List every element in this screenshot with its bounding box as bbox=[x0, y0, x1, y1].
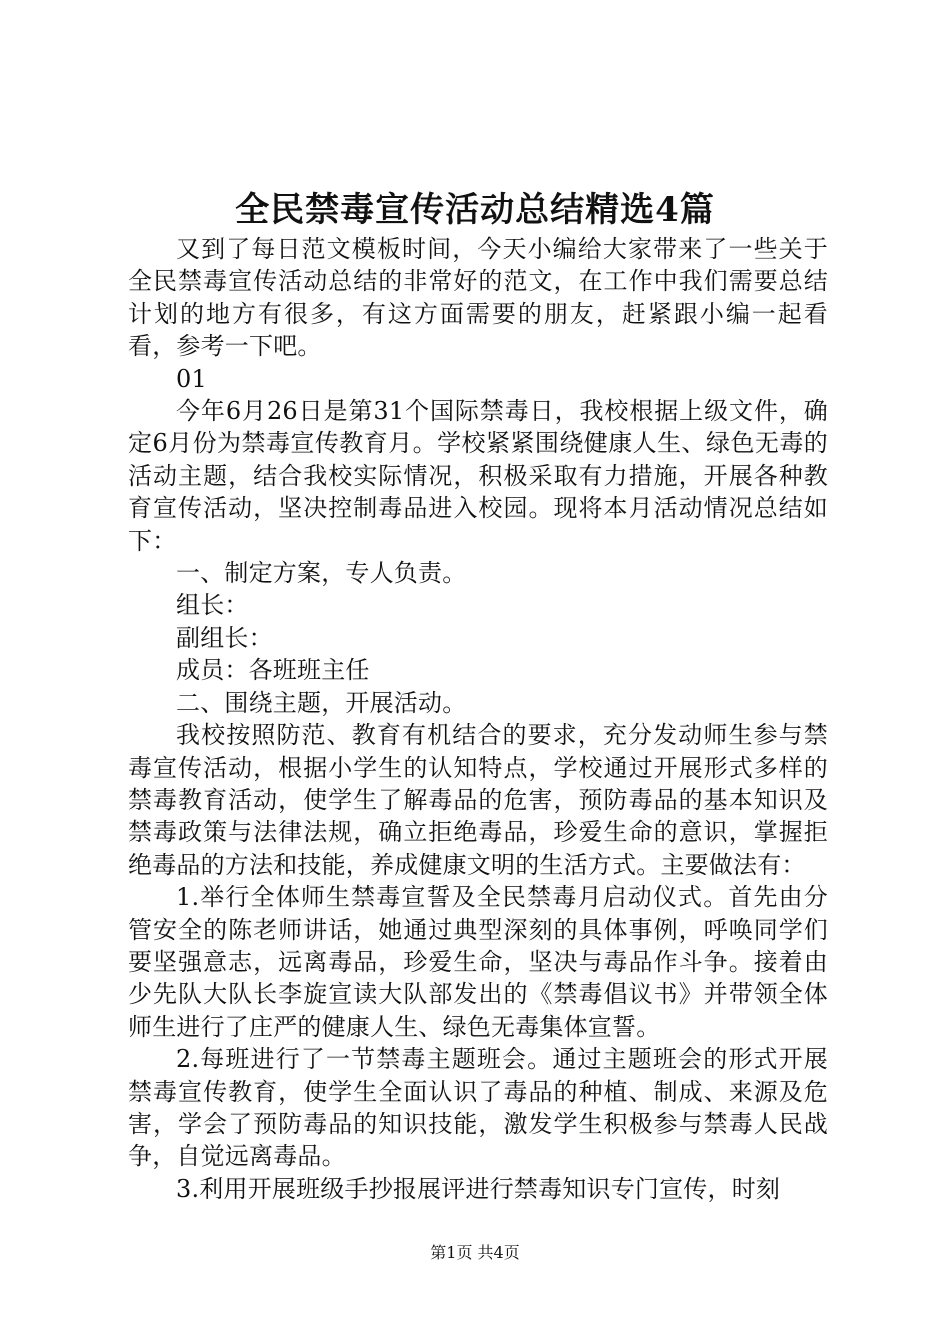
numbered-paragraph: 2.每班进行了一节禁毒主题班会。通过主题班会的形式开展禁毒宣传教育，使学生全面认识了毒品的种植、制成、来源及危害，学会了预防毒品的知识技能，激发学生积极参与禁毒人民战争，自觉远离毒品。 bbox=[128, 1045, 828, 1171]
numbered-paragraph: 3.利用开展班级手抄报展评进行禁毒知识专门宣传，时刻 bbox=[176, 1174, 781, 1203]
document-title: 全民禁毒宣传活动总结精选4篇 bbox=[235, 190, 715, 230]
section-heading: 二、围绕主题，开展活动。 bbox=[176, 688, 467, 717]
list-item-leader: 组长： bbox=[176, 591, 249, 620]
intro-paragraph: 又到了每日范文模板时间，今天小编给大家带来了一些关于全民禁毒宣传活动总结的非常好的范文，在工作中我们需要总结计划的地方有很多，有这方面需要的朋友，赶紧跟小编一起看看，参考一下吧。 bbox=[128, 235, 828, 361]
body-paragraph: 今年6月26日是第31个国际禁毒日，我校根据上级文件，确定6月份为禁毒宣传教育月。学校紧紧围绕健康人生、绿色无毒的活动主题，结合我校实际情况，积极采取有力措施，开展各种教育宣传活动，坚决控制毒品进入校园。现将本月活动情况总结如下： bbox=[128, 397, 828, 555]
document-body bbox=[128, 233, 828, 1205]
list-item-deputy-leader: 副组长： bbox=[176, 623, 273, 652]
numbered-paragraph: 1.举行全体师生禁毒宣誓及全民禁毒月启动仪式。首先由分管安全的陈老师讲话，她通过典型深刻的具体事例，呼唤同学们要坚强意志，远离毒品，珍爱生命，坚决与毒品作斗争。接着由少先队大队长李旋宣读大队部发出的《禁毒倡议书》并带领全体师生进行了庄严的健康人生、绿色无毒集体宣誓。 bbox=[128, 883, 828, 1041]
list-item-members: 成员：各班班主任 bbox=[176, 656, 370, 685]
page-footer: 第1页 共4页 bbox=[430, 1243, 520, 1262]
body-paragraph: 我校按照防范、教育有机结合的要求，充分发动师生参与禁毒宣传活动，根据小学生的认知特点，学校通过开展形式多样的禁毒教育活动，使学生了解毒品的危害，预防毒品的基本知识及禁毒政策与法律法规，确立拒绝毒品，珍爱生命的意识，掌握拒绝毒品的方法和技能，养成健康文明的生活方式。主要做法有： bbox=[128, 721, 828, 879]
section-number: 01 bbox=[176, 364, 207, 393]
section-heading: 一、制定方案，专人负责。 bbox=[176, 559, 467, 588]
